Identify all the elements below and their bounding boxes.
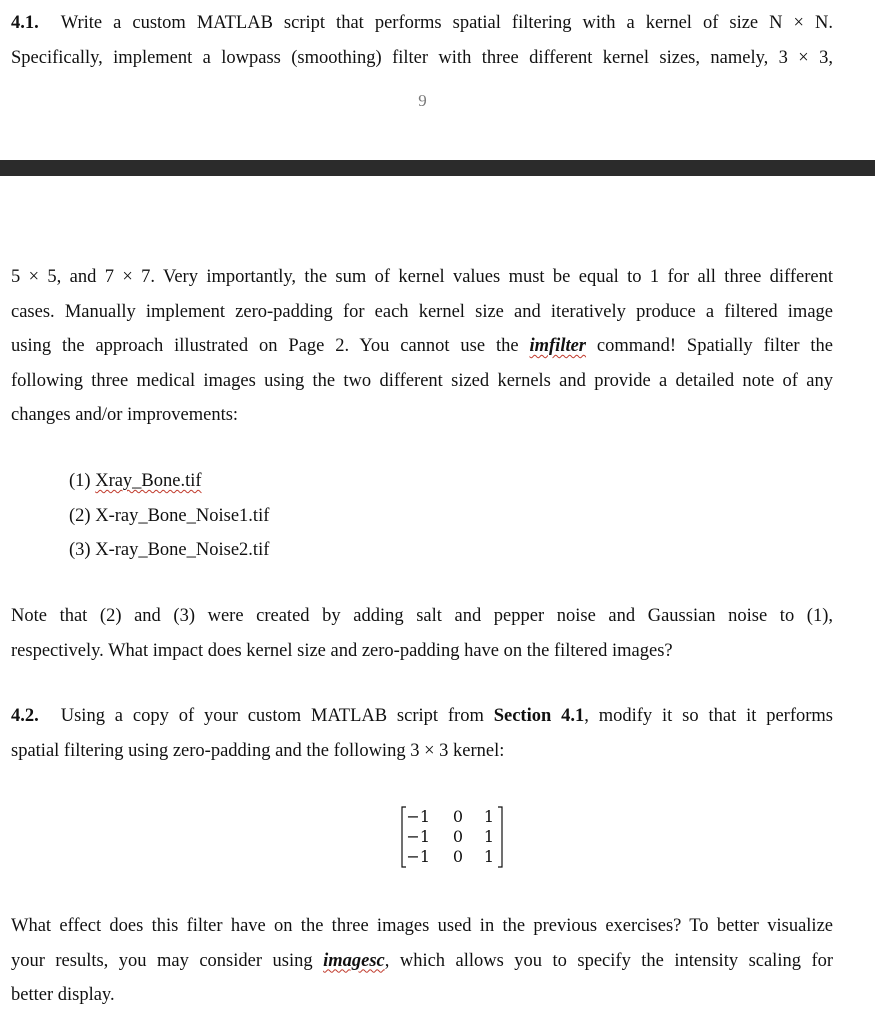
section-ref: Section 4.1	[493, 706, 585, 726]
section-4-2-label: 4.2.	[11, 706, 39, 726]
para1-line3	[11, 329, 833, 364]
list-item-number: (2)	[69, 505, 91, 526]
page-separator	[0, 160, 875, 176]
note-line1: Note that (2) and (3) were created by adding salt and pepper noise and Gaussian noise to (1),	[11, 606, 833, 626]
filter-instructions-paragraph	[11, 260, 833, 433]
list-item	[69, 499, 269, 534]
next-page	[0, 176, 875, 1024]
para1-line3-after: command! Spatially filter the	[596, 336, 834, 356]
kernel-matrix	[400, 806, 504, 866]
section-4-2-line1-before: Using a copy of your custom MATLAB script from	[60, 706, 484, 726]
section-4-2-line1	[11, 699, 833, 734]
imagesc-command: imagesc	[323, 950, 385, 971]
noise-note-paragraph	[11, 599, 833, 668]
matrix-cell: 0	[452, 827, 463, 846]
para1-line2: cases. Manually implement zero-padding for each kernel size and iteratively produce a filtered image	[11, 301, 833, 322]
list-item-number: (1)	[69, 471, 91, 491]
section-4-1-line1: Write a custom MATLAB script that performs spatial filtering with a kernel of size N × N.	[60, 13, 833, 33]
para1-line5: changes and/or improvements:	[11, 405, 239, 425]
matrix-cell: 0	[452, 847, 463, 866]
imfilter-command: imfilter	[529, 336, 587, 356]
matrix-cell: −1	[406, 847, 430, 866]
previous-page-bottom	[0, 0, 875, 160]
matrix-cell: 1	[483, 807, 494, 826]
final-question-paragraph	[11, 909, 833, 1013]
para1-line1: 5 × 5, and 7 × 7. Very importantly, the sum of kernel values must be equal to 1 for all three different	[11, 267, 833, 287]
para1-line3-before: using the approach illustrated on Page 2. You cannot use the	[11, 336, 519, 356]
list-item	[69, 464, 269, 499]
list-item-filename: Xray_Bone.tif	[95, 471, 202, 491]
page-number: 9	[418, 91, 427, 110]
section-4-1-intro	[11, 6, 833, 75]
matrix-cell: 0	[452, 807, 463, 826]
list-item	[69, 533, 269, 568]
section-4-1-line2: Specifically, implement a lowpass (smoothing) filter with three different kernel sizes, namely, 3 × 3,	[11, 47, 833, 68]
final-line3: better display.	[11, 985, 115, 1005]
matrix-cell: 1	[483, 847, 494, 866]
final-line2-before: your results, you may consider using	[11, 950, 313, 971]
medical-images-list	[69, 464, 269, 568]
list-item-filename: X-ray_Bone_Noise2.tif	[95, 540, 270, 560]
list-item-filename: X-ray_Bone_Noise1.tif	[95, 505, 270, 526]
note-line2: respectively. What impact does kernel size and zero-padding have on the filtered images?	[11, 640, 673, 661]
para1-line4: following three medical images using the two different sized kernels and provide a detailed note of any	[11, 370, 833, 391]
final-line2	[11, 944, 833, 979]
matrix-cell: −1	[406, 827, 430, 846]
section-4-1-label: 4.1.	[11, 13, 39, 33]
final-line1: What effect does this filter have on the three images used in the previous exercises? To better visualize	[11, 916, 833, 936]
list-item-number: (3)	[69, 540, 91, 560]
final-line2-after: , which allows you to specify the intensity scaling for	[384, 950, 834, 971]
section-4-2-paragraph	[11, 699, 833, 768]
section-4-2-line2: spatial filtering using zero-padding and the following 3 × 3 kernel:	[11, 740, 505, 761]
matrix-cell: −1	[406, 807, 430, 826]
section-4-2-line1-after: , modify it so that it performs	[584, 706, 833, 726]
matrix-cell: 1	[483, 827, 494, 846]
